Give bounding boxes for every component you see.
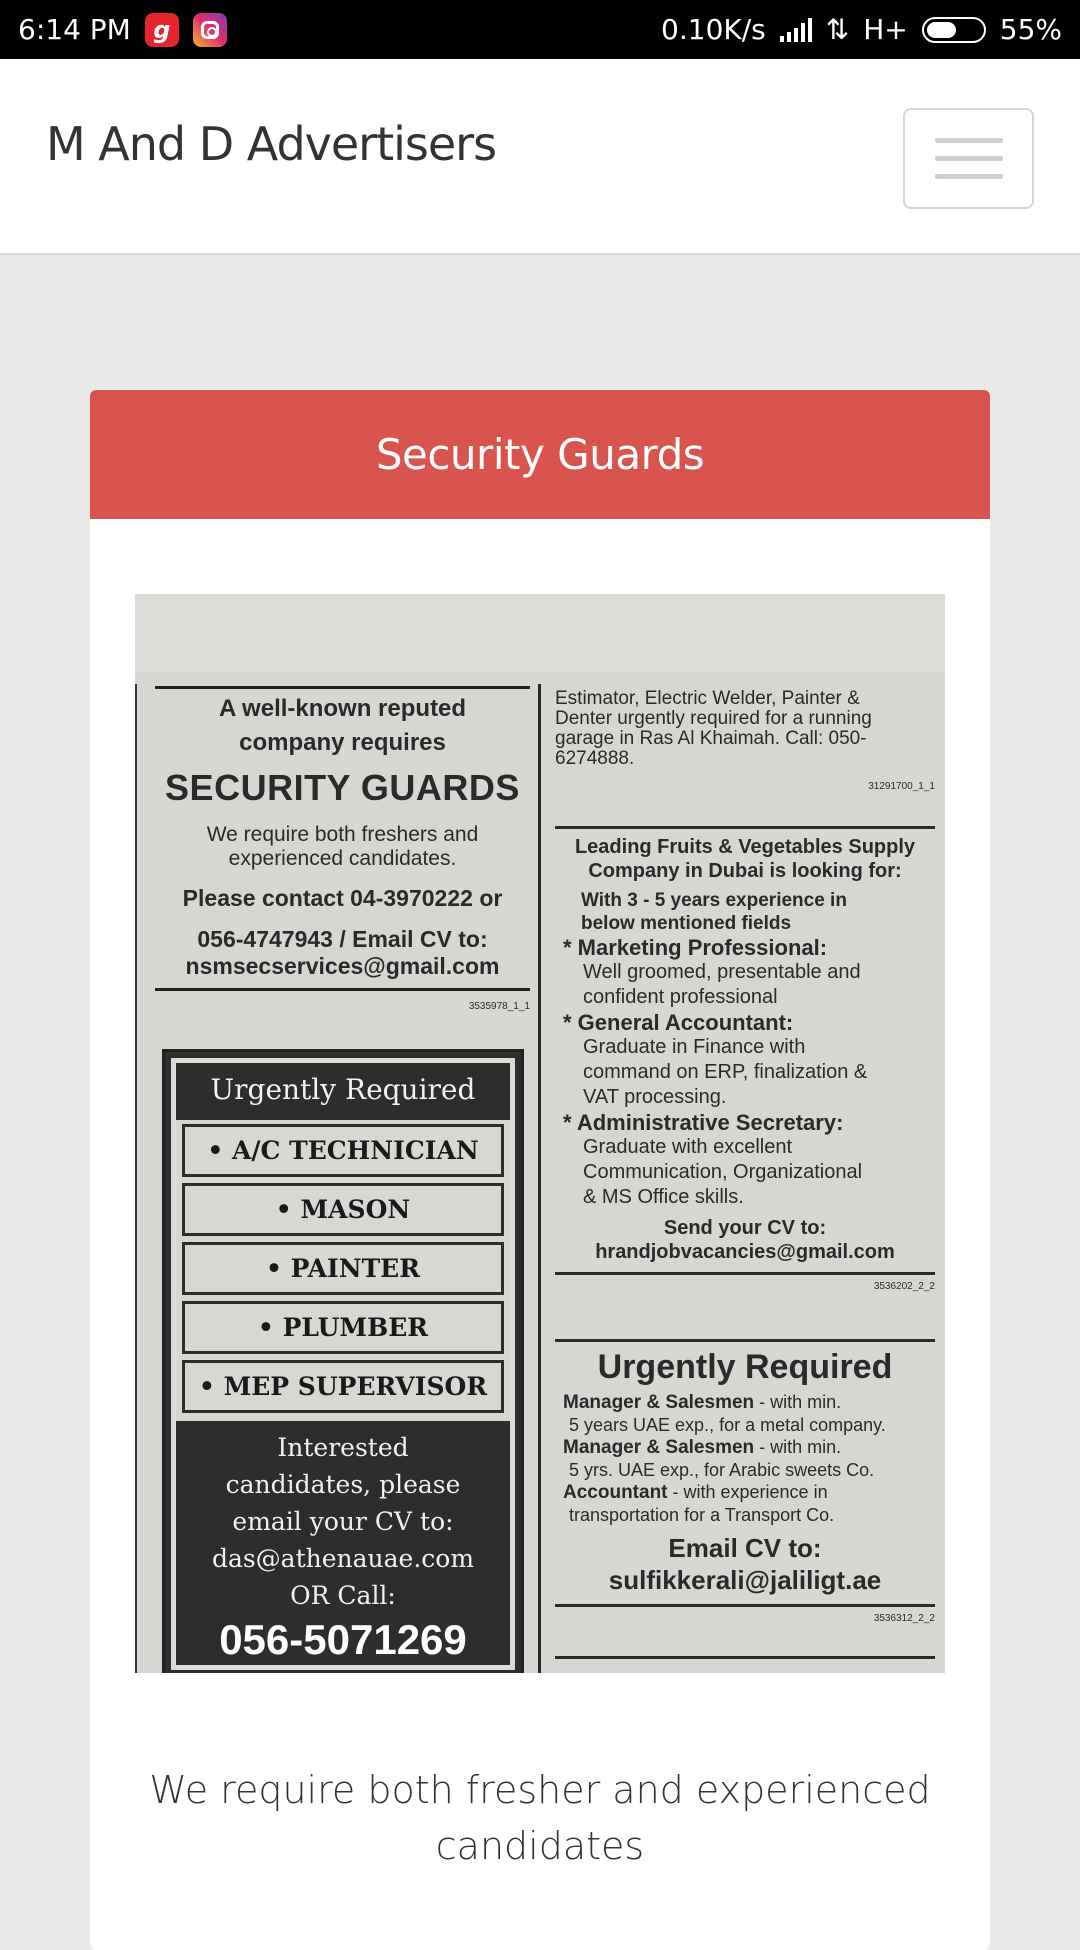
battery-level: 55% [999, 13, 1062, 46]
hamburger-menu-icon [935, 138, 1003, 143]
position-item: • A/C TECHNICIAN [182, 1124, 504, 1177]
data-arrows-icon: ⇅ [825, 13, 850, 46]
newspaper-ad-image [135, 594, 945, 1673]
hamburger-menu-button[interactable] [903, 108, 1034, 209]
network-type: H+ [863, 13, 908, 46]
position-item: • MASON [182, 1183, 504, 1236]
ad-manager-salesmen: Urgently Required Manager & Salesmen - with min. 5 years UAE exp., for a metal company. Manager & Salesmen - with min. 5 yrs. UAE exp., for Arabic sweets Co. Accountant - with experience in transportation for a Transport Co. Email CV to: sulfikkerali@jaliligt.ae 3536312_2_2 [555, 1339, 935, 1624]
signal-icon [780, 18, 812, 42]
site-header [0, 59, 1080, 255]
position-item: • PLUMBER [182, 1301, 504, 1354]
brand-title[interactable]: M And D Advertisers [46, 117, 497, 171]
ad-urgently-required-boxed: Urgently Required • A/C TECHNICIAN • MASON • PAINTER • PLUMBER • MEP SUPERVISOR Interested candidates, please email your CV to: das@athenauae.com OR Call: 056-5071269 [162, 1049, 524, 1673]
ad-security-guards: A well-known reputed company requires SECURITY GUARDS We require both freshers and experienced candidates. Please contact 04-3970222 or 056-4747943 / Email CV to: nsmsecservices@gmail.com 3535978_1_1 [155, 686, 530, 1012]
network-speed: 0.10K/s [661, 13, 766, 46]
g-app-icon: g [145, 13, 179, 47]
ad-fruits-vegetables: Leading Fruits & Vegetables Supply Company in Dubai is looking for: With 3 - 5 years experience in below mentioned fields * Marketing Professional: Well groomed, presentable and confident professional * General Accountant: Graduate in Finance with command on ERP, finalization & VAT processing. * Administrative Secretary: Graduate with excellent Communication, Organizational & MS Office skills. Send your CV to: hrandjobvacancies@gmail.com 3536202_2_2 [555, 826, 935, 1292]
ad-phone: 056-5071269 [219, 1616, 467, 1663]
position-item: • PAINTER [182, 1242, 504, 1295]
position-item: • MEP SUPERVISOR [182, 1360, 504, 1413]
ad-security-title: SECURITY GUARDS [165, 767, 520, 808]
card-description: We require both fresher and experienced candidates [149, 1768, 931, 1868]
status-time: 6:14 PM [18, 13, 131, 46]
ad-cutoff-rule [555, 1656, 935, 1659]
status-bar [0, 0, 1080, 59]
card-title: Security Guards [90, 390, 990, 519]
ad-garage: Estimator, Electric Welder, Painter & Denter urgently required for a running garage in Ras Al Khaimah. Call: 050- 6274888. 31291700_1_1 [555, 688, 935, 792]
instagram-icon [193, 13, 227, 47]
battery-icon [922, 17, 986, 43]
status-right [661, 13, 1062, 46]
